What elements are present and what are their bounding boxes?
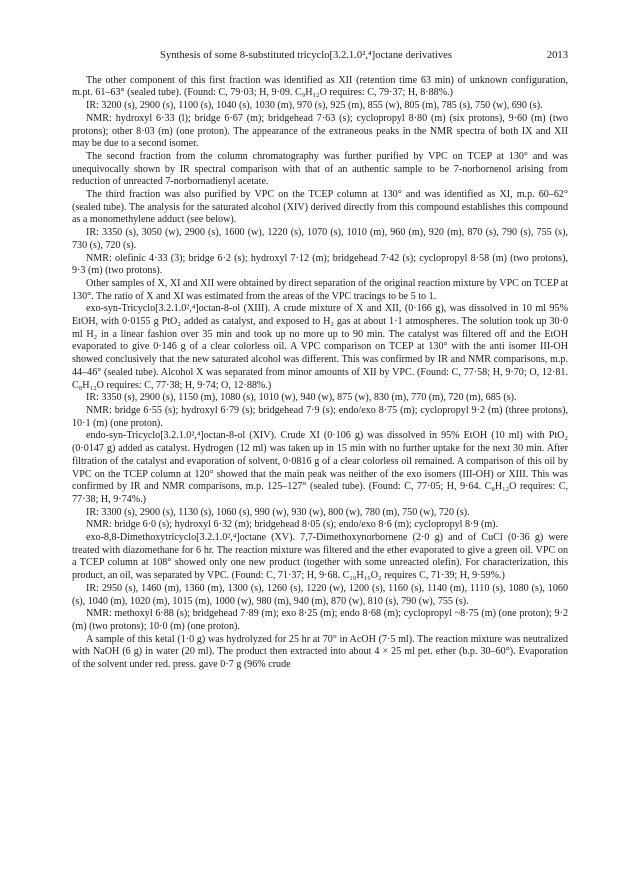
paragraph: NMR: bridge 6·0 (s); hydroxyl 6·32 (m); bridgehead 8·05 (s); endo/exo 8·6 (m); cyclopropyl 8·9 (m). xyxy=(86,519,499,531)
paragraph: NMR: hydroxyl 6·33 (l); bridge 6·67 (m); bridgehead 7·63 (s); cyclopropyl 8·80 (m) (six protons), 9·60 (m) (two protons); other 8·03 (m) (one proton). The appearance of the extraneous peaks in the NMR spectra of both IX and XII may be due to a second isomer. xyxy=(72,112,568,150)
paragraph: IR: 3350 (s), 3050 (w), 2900 (s), 1600 (w), 1220 (s), 1070 (s), 1010 (m), 960 (m), 920 (m), 870 (s), 790 (s), 755 (s), 730 (s), 720 (s). xyxy=(72,227,568,251)
running-head xyxy=(72,50,568,63)
article-body xyxy=(72,75,568,672)
paragraph: NMR: olefinic 4·33 (3); bridge 6·2 (s); hydroxyl 7·12 (m); bridgehead 7·42 (s); cyclopropyl 8·58 (m) (two protons), 9·3 (m) (two protons). xyxy=(72,252,568,277)
paragraph: The other component of this first fraction was identified as XII (retention time 63 min) of unknown configuration, m.pt. 61–63° (sealed tube). (Found: C, 79·03; H, 9·09. C₉H₁₂O requires: C, 79·37; H, 8·88%.) xyxy=(72,74,568,99)
paragraph: IR: 2950 (s), 1460 (m), 1360 (m), 1300 (s), 1260 (s), 1220 (w), 1200 (s), 1160 (s), 1140 (m), 1110 (s), 1080 (s), 1060 (s), 1040 (m), 1020 (m), 1015 (m), 1000 (w), 980 (m), 940 (m), 870 (w), 810 (s), 790 (w), 755 (s). xyxy=(72,582,568,607)
paragraph: endo-syn-Tricyclo[3.2.1.0²,⁴]octan-8-ol (XIV). Crude XI (0·106 g) was dissolved in 95% EtOH (10 ml) with PtO₂ (0·0147 g) added as catalyst. Hydrogen (12 ml) was taken up in 15 min with no further uptake for the next 30 min. After filtration of the catalyst and evaporation of solvent, 0·0816 g of a clear colorless oil remained. A comparison of this oil by VPC on the TCEP column at 120° showed that the main peak was neither of the exo isomers (III-OH) or XIII. This was confirmed by IR and NMR comparisons, m.p. 125–127° (sealed tube). (Found: C, 77·05; H, 9·64. C₈H₁₂O requires: C, 77·38; H, 9·74%.) xyxy=(72,430,568,505)
paragraph: IR: 3300 (s), 2900 (s), 1130 (s), 1060 (s), 990 (w), 930 (w), 800 (w), 780 (m), 750 (w), 720 (s). xyxy=(86,506,470,518)
paragraph: exo-syn-Tricyclo[3.2.1.0²,⁴]octan-8-ol (XIII). A crude mixture of X and XII, (0·166 g), was dissolved in 10 ml 95% EtOH, with 0·0155 g PtO₂ added as catalyst, and exposed to H₂ gas at about 1·1 atmospheres. The solution took up 30·0 ml H₂ in a linear fashion over 35 min and took up no more up to 90 min. The catalyst was filtered off and the EtOH evaporated to give 0·146 g of a clear colorless oil. A VPC comparison on TCEP at 130° with the anti isomer III-OH showed conclusively that the new saturated alcohol was different. This was confirmed by IR and NMR comparisons, m.p. 44–46° (sealed tube). Alcohol X was separated from minor amounts of XII by VPC. (Found: C, 77·58; H, 9·70; O, 12·81. C₈H₁₂O requires: C, 77·38; H, 9·74; O, 12·88%.) xyxy=(72,303,568,391)
paragraph: exo-8,8-Dimethoxytricyclo[3.2.1.0²,⁴]octane (XV). 7,7-Dimethoxynorbornene (2·0 g) and of CuCl (0·36 g) were treated with diazomethane for 6 hr. The reaction mixture was filtered and the ether evaporated to give a green oil. VPC on a TCEP column at 108° showed only one new product (together with some unreacted olefin). For characterization, this product, an oil, was separated by VPC. (Found: C, 71·37; H, 9·68. C₁₀H₁₆O₂ requires C, 71·39; H, 9·59%.) xyxy=(72,532,568,582)
page-number: 2013 xyxy=(546,50,568,61)
running-title: Synthesis of some 8-substituted tricyclo[3.2.1.0²,⁴]octane derivatives xyxy=(160,50,452,61)
paragraph: The third fraction was also purified by VPC on the TCEP column at 130° and was identified as XI, m.p. 60–62° (sealed tube). The analysis for the saturated alcohol (XIV) derived directly from this compound establishes this compound as a monomethylene adduct (see below). xyxy=(72,189,568,226)
paragraph: IR: 3200 (s), 2900 (s), 1100 (s), 1040 (s), 1030 (m), 970 (s), 925 (m), 855 (w), 805 (m), 785 (s), 750 (w), 690 (s). xyxy=(86,100,543,112)
paragraph: The second fraction from the column chromatography was further purified by VPC on TCEP at 130° and was unequivocally shown by IR spectral comparison with that of an authentic sample to be 7-norbornenol arising from reduction of unreacted 7-norbornadienyl acetate. xyxy=(72,150,568,188)
paragraph: A sample of this ketal (1·0 g) was hydrolyzed for 25 hr at 70° in AcOH (7·5 ml). The reaction mixture was neutralized with NaOH (6 g) in water (20 ml). The product then extracted into about 4 × 25 ml pet. ether (b.p. 30–60°). Evaporation of the solvent under red. press. gave 0·7 g (96% crude xyxy=(72,633,568,671)
paragraph: IR: 3350 (s), 2900 (s), 1150 (m), 1080 (s), 1010 (w), 940 (w), 875 (w), 830 (m), 770 (m), 720 (m), 685 (s). xyxy=(86,392,517,404)
paragraph: NMR: methoxyl 6·88 (s); bridgehead 7·89 (m); exo 8·25 (m); endo 8·68 (m); cyclopropyl ~8·75 (m) (one proton); 9·2 (m) (two protons); 10·0 (m) (one proton). xyxy=(72,608,568,632)
paragraph: NMR: bridge 6·55 (s); hydroxyl 6·79 (s); bridgehead 7·9 (s); endo/exo 8·75 (m); cyclopropyl 9·2 (m) (three protons), 10·1 (m) (one proton). xyxy=(72,404,568,429)
paragraph: Other samples of X, XI and XII were obtained by direct separation of the original reaction mixture by VPC on TCEP at 130°. The ratio of X and XI was estimated from the areas of the VPC tracings to be 5 to 1. xyxy=(72,277,568,302)
